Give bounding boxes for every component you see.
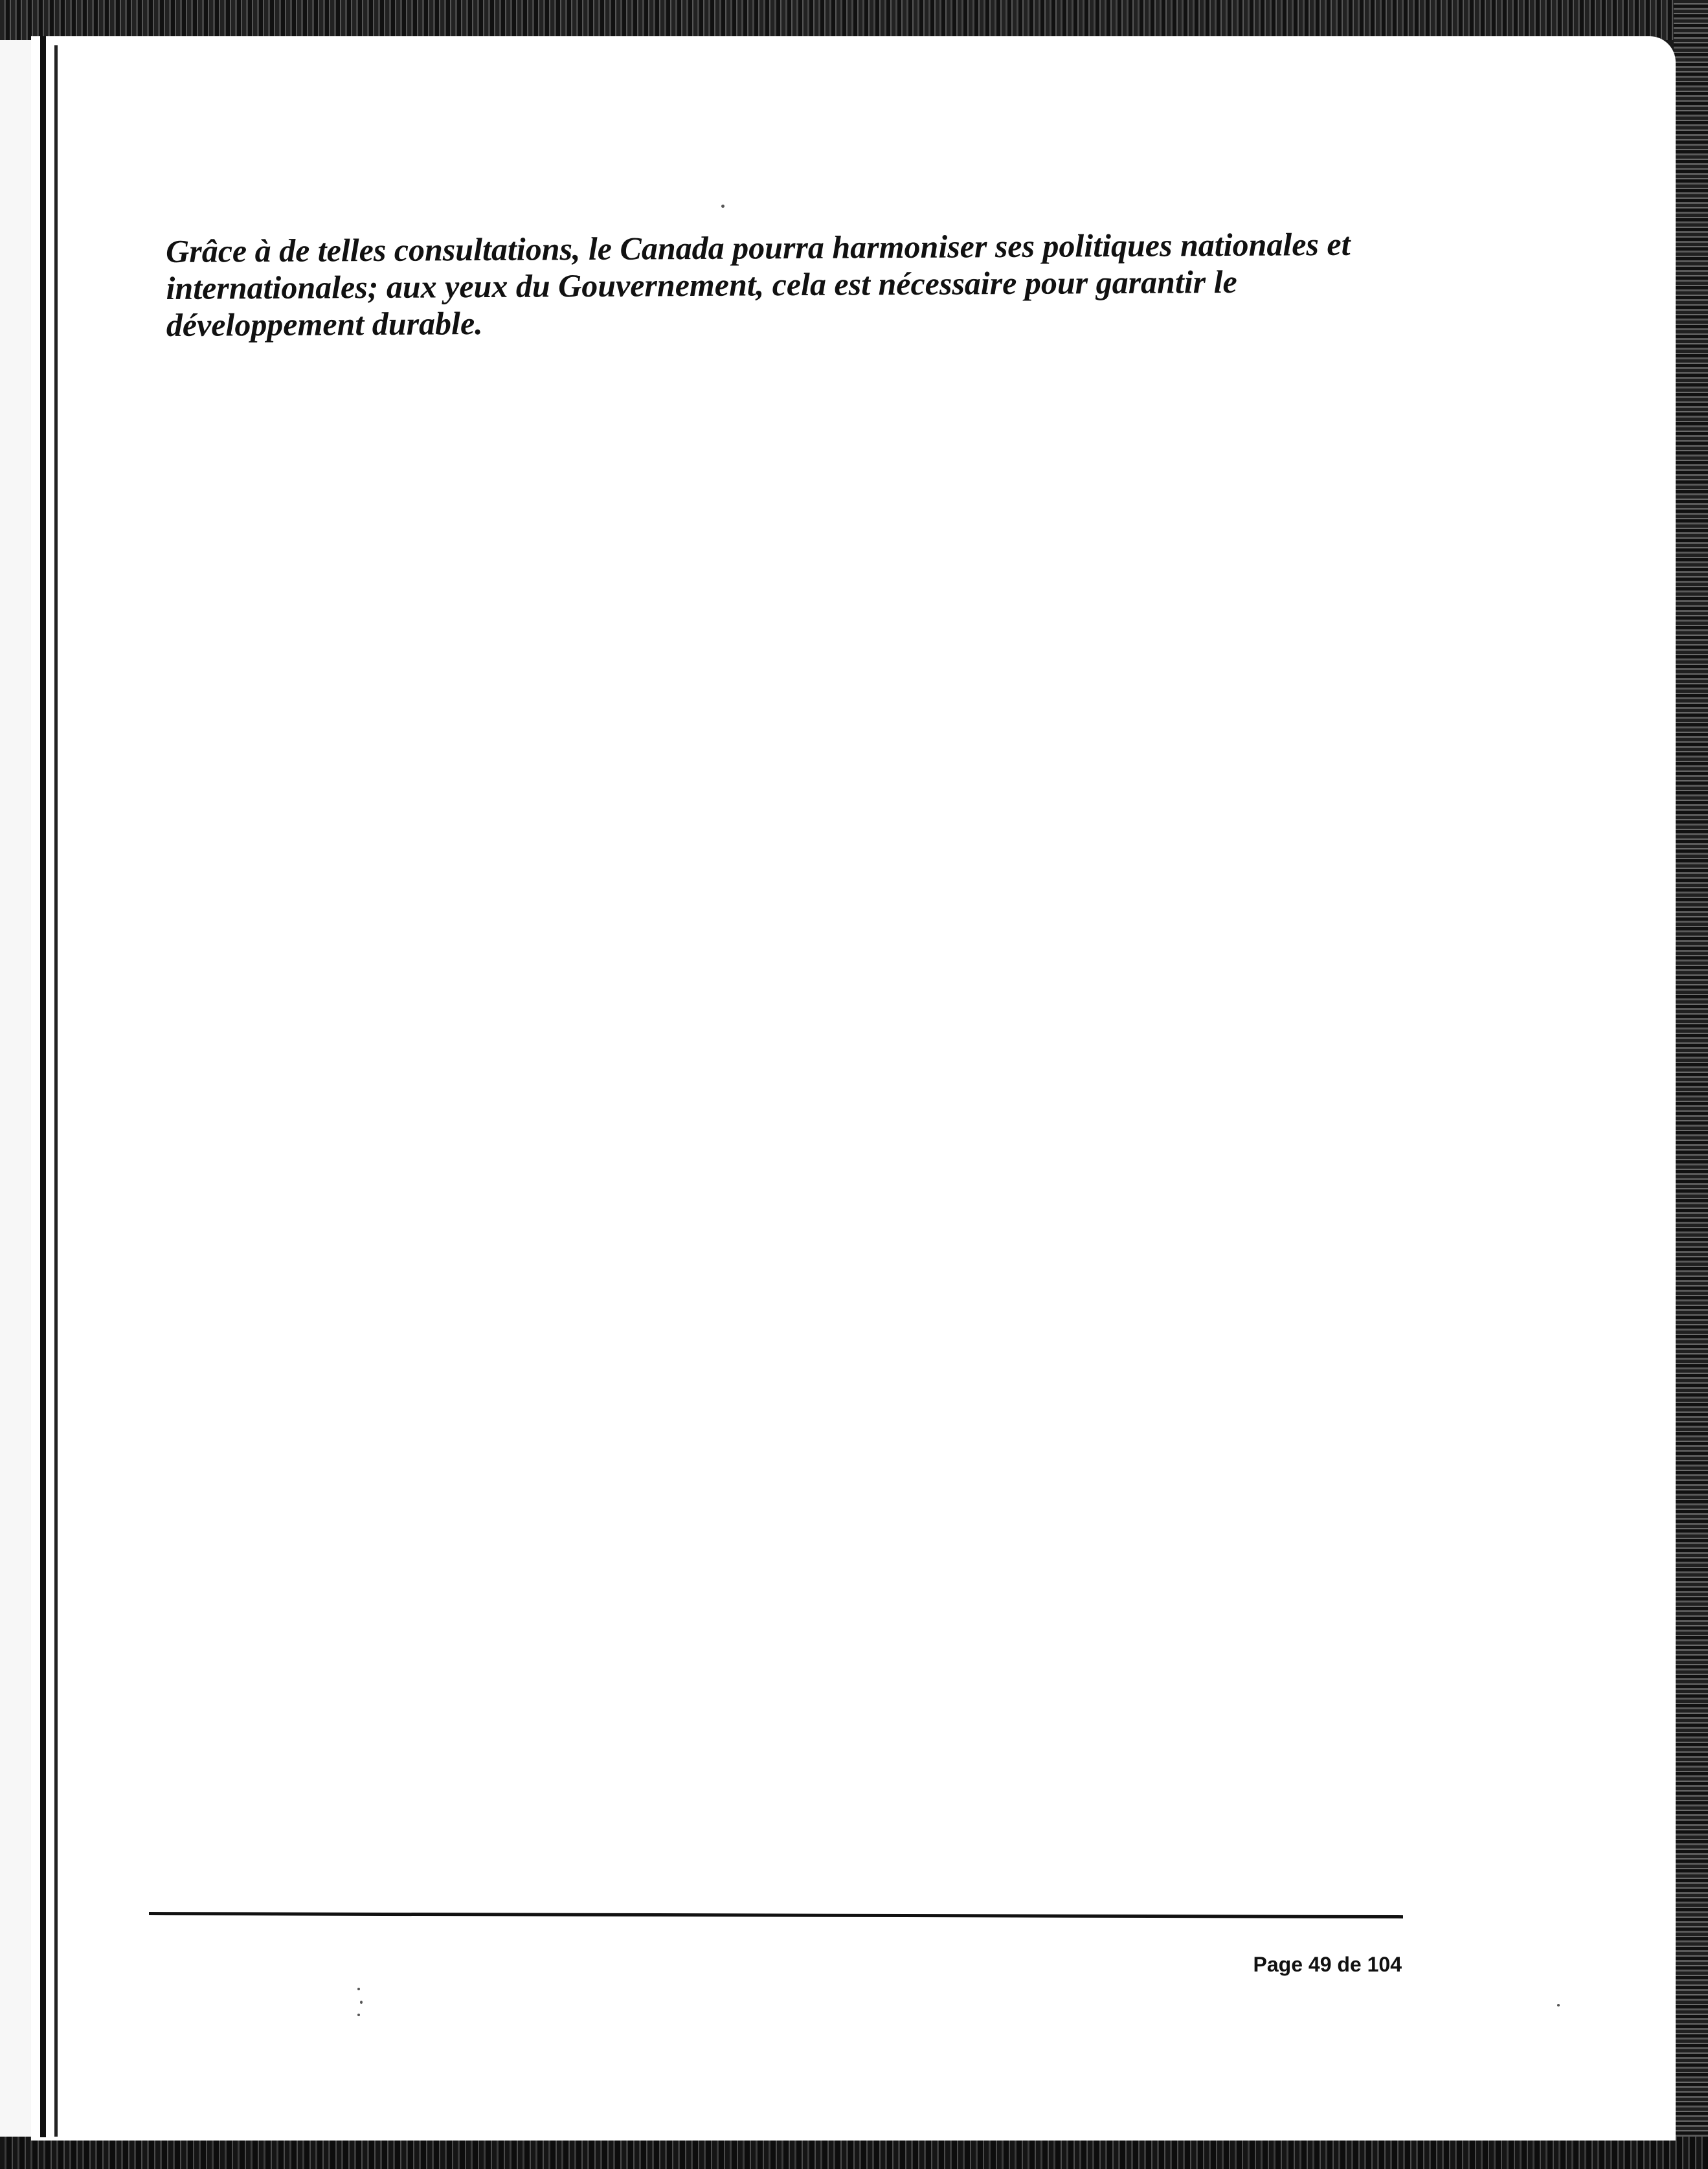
paragraph-line-1: Grâce à de telles consultations, le Canada pourra harmoniser ses politiques nationales et [166, 225, 1351, 269]
binding-edge-line [40, 36, 46, 2137]
scan-left-margin [0, 0, 31, 2169]
paragraph-line-2: internationales; aux yeux du Gouvernement, cela est nécessaire pour garantir le [166, 263, 1237, 306]
document-page [31, 36, 1676, 2141]
scan-bottom-border [0, 2137, 1708, 2169]
binding-edge-line-inner [54, 45, 58, 2137]
page-number: Page 49 de 104 [1253, 1953, 1402, 1976]
scan-speck [357, 2014, 360, 2016]
scan-right-border [1674, 0, 1708, 2169]
paragraph-line-3: développement durable. [166, 305, 483, 343]
scan-speck [721, 205, 725, 208]
scan-speck [360, 2001, 363, 2004]
scan-speck [1557, 2004, 1560, 2006]
body-paragraph [166, 225, 1397, 344]
scan-speck [357, 1988, 360, 1990]
scan-top-border [0, 0, 1708, 40]
